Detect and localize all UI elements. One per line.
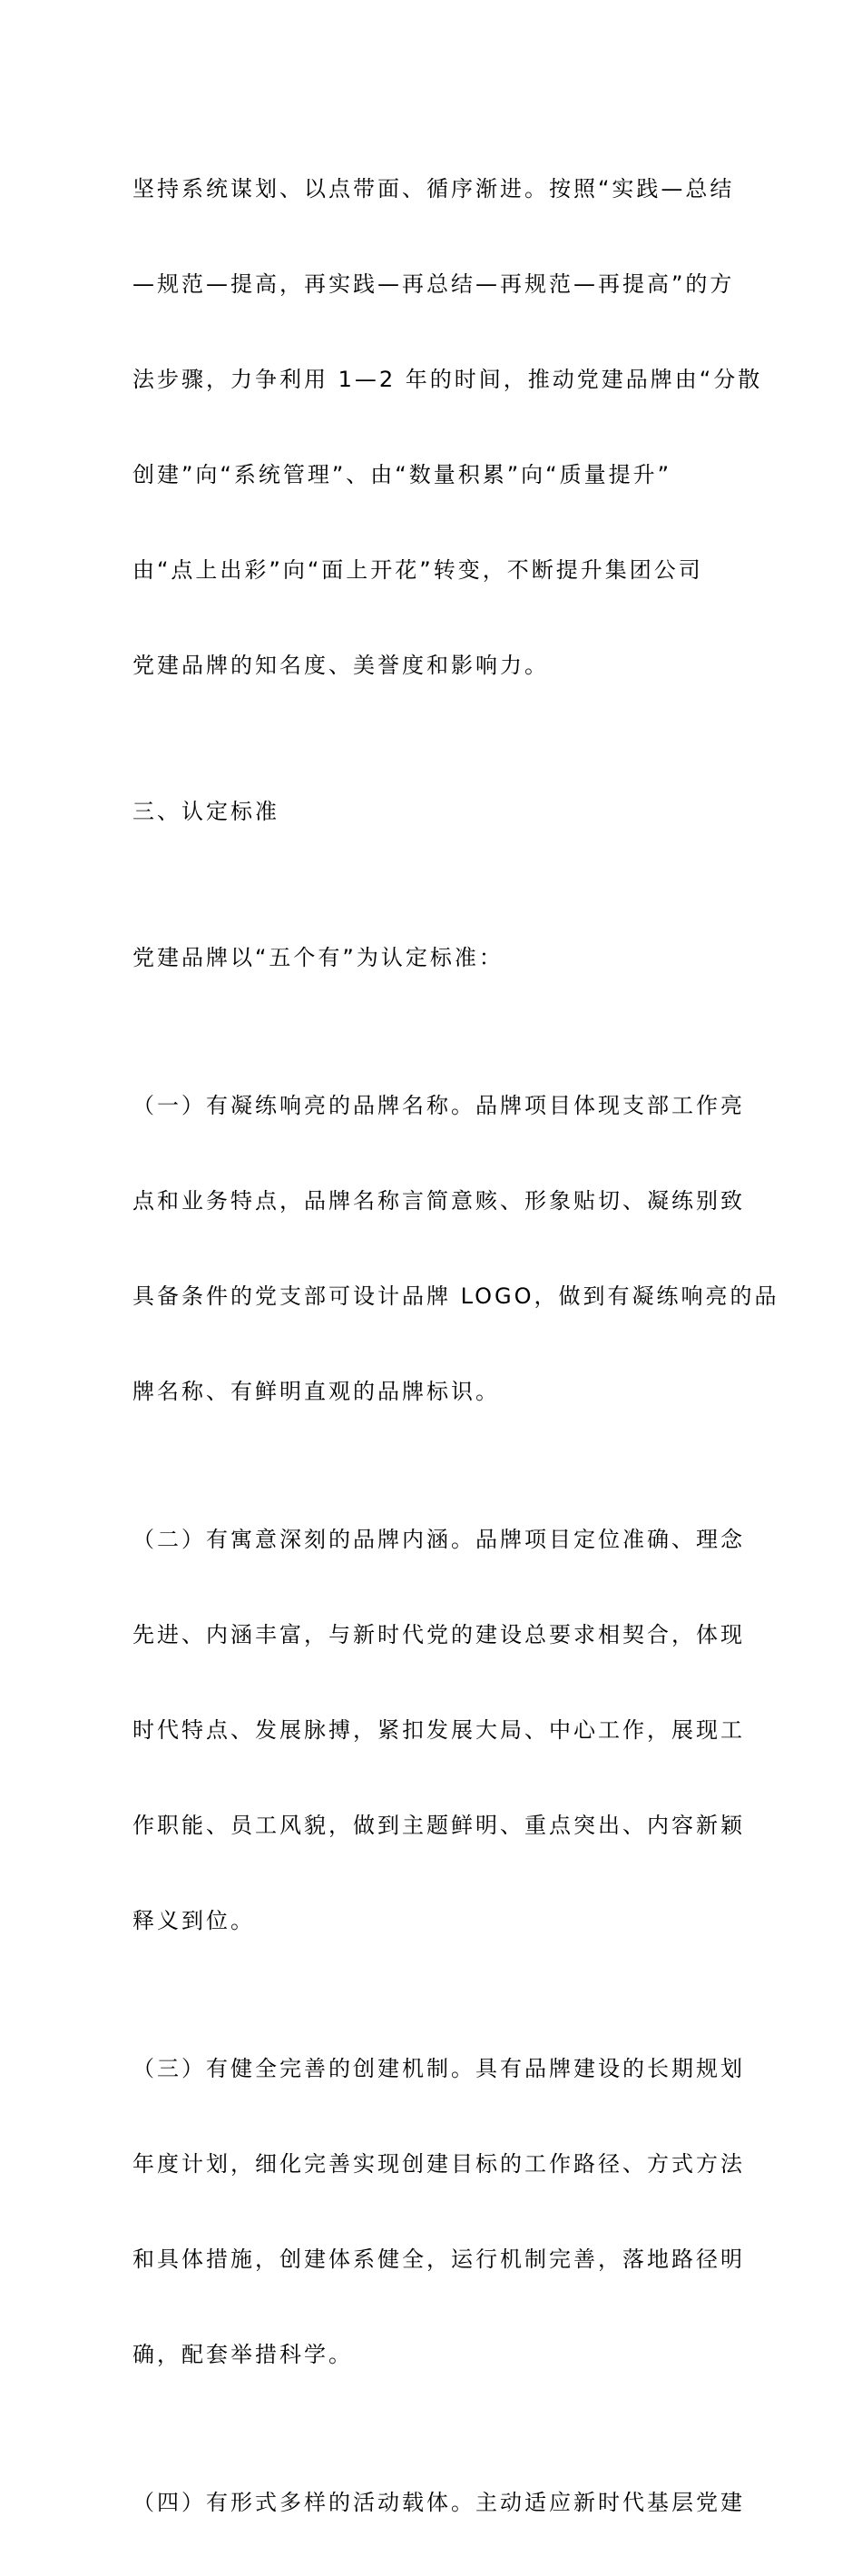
document-body [132,116,779,2576]
paragraph-goal-continuation [132,116,763,739]
paragraph-standard-two [132,1467,745,1994]
text-line: 先进、内涵丰富，与新时代党的建设总要求相契合，体现 [132,1622,745,1647]
text-line: 作职能、员工风貌，做到主题鲜明、重点突出、内容新颖 [132,1813,745,1838]
text-line: 党建品牌的知名度、美誉度和影响力。 [132,653,549,678]
text-line: 由“点上出彩”向“面上开花”转变，不断提升集团公司 [132,557,703,583]
text-line: —规范—提高，再实践—再总结—再规范—再提高”的方 [132,271,735,297]
text-line: 释义到位。 [132,1908,255,1933]
text-line: 具备条件的党支部可设计品牌 LOGO，做到有凝练响亮的品 [132,1283,779,1309]
text-line: 确，配套举措科学。 [132,2342,353,2367]
text-line: 时代特点、发展脉搏，紧扣发展大局、中心工作，展现工 [132,1717,745,1743]
text-line: 法步骤，力争利用 1—2 年的时间，推动党建品牌由“分散 [132,367,763,392]
text-line: （三）有健全完善的创建机制。具有品牌建设的长期规划 [132,2056,745,2081]
text-line: 年度计划，细化完善实现创建目标的工作路径、方式方法 [132,2151,745,2177]
text-line: 牌名称、有鲜明直观的品牌标识。 [132,1379,500,1404]
text-line: （四）有形式多样的活动载体。主动适应新时代基层党建 [132,2490,745,2515]
text-line: 党建品牌以“五个有”为认定标准： [132,945,504,970]
paragraph-standard-three [132,1996,745,2428]
text-line: （二）有寓意深刻的品牌内涵。品牌项目定位准确、理念 [132,1527,745,1552]
text-line: 点和业务特点，品牌名称言简意赅、形象贴切、凝练别致 [132,1188,745,1214]
text-line: （一）有凝练响亮的品牌名称。品牌项目体现支部工作亮 [132,1093,745,1118]
section-title: 三、认定标准 [132,799,279,824]
paragraph-standard-one [132,1033,779,1465]
text-line: 和具体措施，创建体系健全，运行机制完善，落地路径明 [132,2247,745,2272]
paragraph-standards-intro [132,885,731,1031]
section-heading [132,739,731,885]
paragraph-standard-four [132,2430,745,2576]
text-line: 坚持系统谋划、以点带面、循序渐进。按照“实践—总结 [132,176,735,202]
text-line: 创建”向“系统管理”、由“数量积累”向“质量提升” [132,462,672,487]
